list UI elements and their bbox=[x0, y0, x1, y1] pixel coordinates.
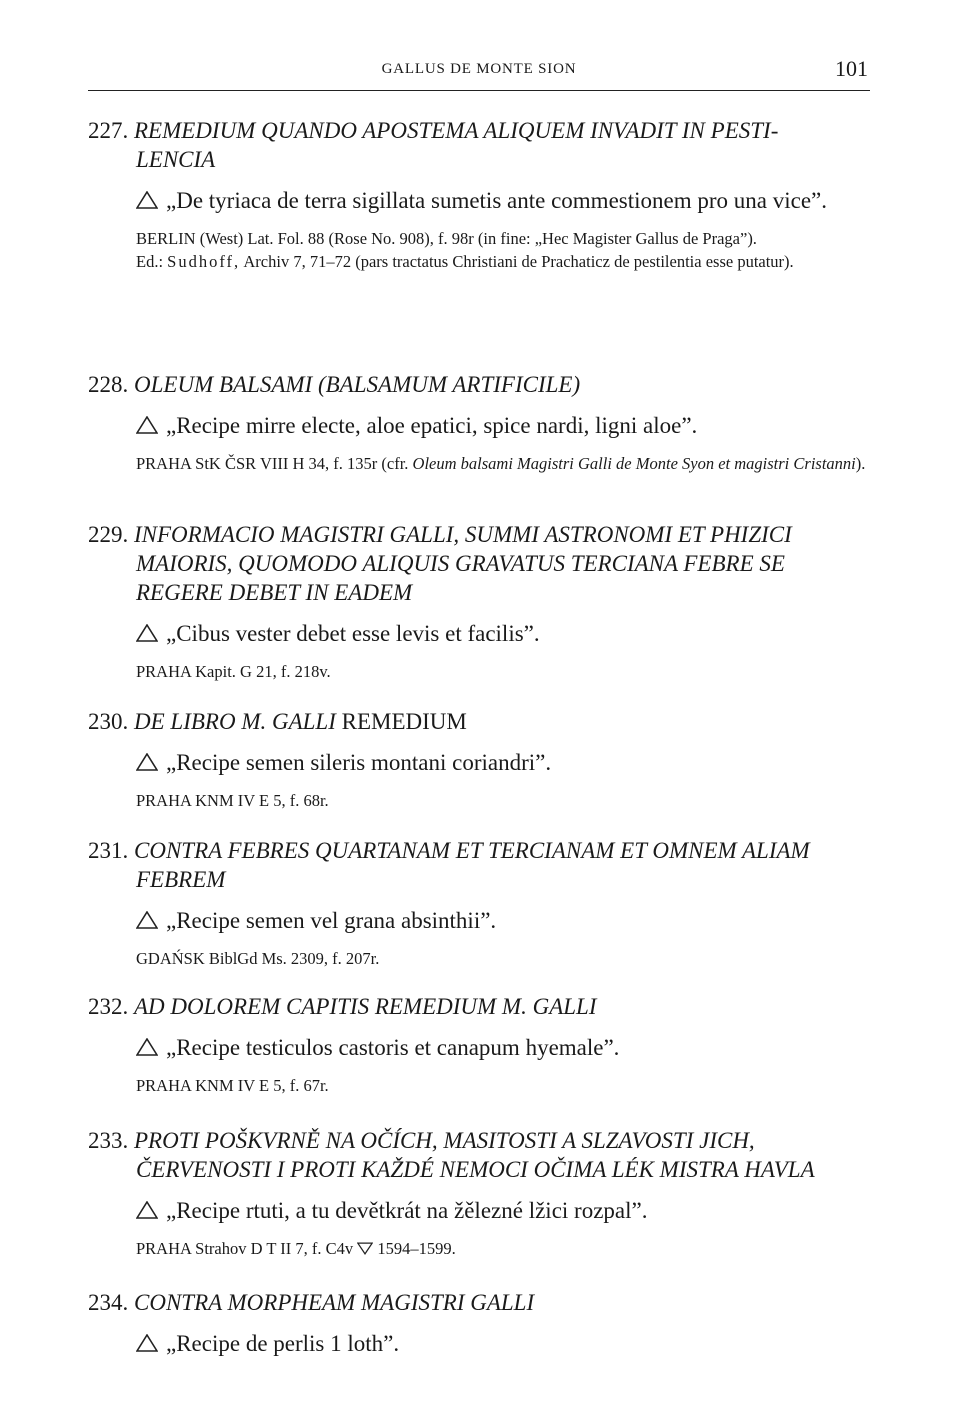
entry-heading bbox=[88, 707, 870, 736]
entry-title-italic: DE LIBRO M. GALLI bbox=[134, 709, 336, 734]
entry-231 bbox=[88, 836, 870, 970]
entry-title-line-1: INFORMACIO MAGISTRI GALLI, SUMMI ASTRONOMI ET PHIZICI bbox=[134, 522, 792, 547]
entry-228 bbox=[88, 370, 870, 475]
triangle-icon bbox=[136, 753, 158, 771]
triangle-icon bbox=[136, 1334, 158, 1352]
edition-author: Sudhoff, bbox=[167, 252, 241, 271]
entry-heading bbox=[88, 992, 870, 1021]
running-title: GALLUS DE MONTE SION bbox=[381, 61, 577, 77]
entry-title-line-2: ČERVENOSTI I PROTI KAŽDÉ NEMOCI OČIMA LÉK MISTRA HAVLA bbox=[136, 1157, 815, 1182]
incipit-text: „Recipe semen sileris montani coriandri”. bbox=[166, 750, 552, 775]
entry-incipit bbox=[88, 1329, 870, 1358]
entry-number: 227. bbox=[88, 118, 129, 143]
triangle-icon bbox=[136, 416, 158, 434]
entry-incipit bbox=[88, 748, 870, 777]
entry-heading bbox=[88, 1288, 870, 1317]
entry-number: 228. bbox=[88, 372, 129, 397]
entry-title-roman: REMEDIUM bbox=[341, 709, 467, 734]
triangle-icon bbox=[136, 1038, 158, 1056]
entry-title-line-3: REGERE DEBET IN EADEM bbox=[136, 580, 413, 605]
entry-title: OLEUM BALSAMI (BALSAMUM ARTIFICILE) bbox=[134, 372, 581, 397]
triangle-icon bbox=[136, 624, 158, 642]
manuscript-reference bbox=[88, 452, 870, 475]
entry-title-line-2: LENCIA bbox=[136, 147, 216, 172]
entry-232 bbox=[88, 992, 870, 1097]
page-header bbox=[88, 56, 870, 91]
entry-title-line-1: CONTRA FEBRES QUARTANAM ET TERCIANAM ET OMNEM ALIAM bbox=[134, 838, 810, 863]
entry-227 bbox=[88, 116, 870, 273]
manuscript-lines: 1594–1599. bbox=[377, 1239, 456, 1258]
incipit-text: „De tyriaca de terra sigillata sumetis ante commestionem pro una vice”. bbox=[166, 188, 827, 213]
triangle-icon bbox=[136, 911, 158, 929]
edition-text: Archiv 7, 71–72 (pars tractatus Christiani de Prachaticz de pestilentia esse putatur). bbox=[243, 252, 794, 271]
entry-incipit bbox=[88, 906, 870, 935]
incipit-text: „Cibus vester debet esse levis et facilis”. bbox=[166, 621, 540, 646]
entry-heading bbox=[88, 1126, 870, 1184]
incipit-text: „Recipe testiculos castoris et canapum hyemale”. bbox=[166, 1035, 620, 1060]
entry-incipit bbox=[88, 186, 870, 215]
entry-number: 230. bbox=[88, 709, 129, 734]
incipit-text: „Recipe de perlis 1 loth”. bbox=[166, 1331, 400, 1356]
manuscript-title: Oleum balsami Magistri Galli de Monte Syon et magistri Cristanni bbox=[412, 454, 856, 473]
entry-incipit bbox=[88, 619, 870, 648]
entry-heading bbox=[88, 116, 870, 174]
entry-heading bbox=[88, 520, 870, 607]
edition-reference bbox=[88, 250, 870, 273]
triangle-icon bbox=[136, 1201, 158, 1219]
manuscript-reference: PRAHA Kapit. G 21, f. 218v. bbox=[136, 662, 331, 681]
entry-title-line-2: MAIORIS, QUOMODO ALIQUIS GRAVATUS TERCIANA FEBRE SE bbox=[136, 551, 785, 576]
triangle-icon bbox=[136, 191, 158, 209]
manuscript-reference: PRAHA KNM IV E 5, f. 68r. bbox=[136, 791, 329, 810]
entry-title-line-2: FEBREM bbox=[136, 867, 226, 892]
entry-title-line-1: REMEDIUM QUANDO APOSTEMA ALIQUEM INVADIT IN PESTI- bbox=[134, 118, 779, 143]
entry-number: 229. bbox=[88, 522, 129, 547]
incipit-text: „Recipe mirre electe, aloe epatici, spice nardi, ligni aloe”. bbox=[166, 413, 698, 438]
entry-230 bbox=[88, 707, 870, 812]
entry-heading bbox=[88, 370, 870, 399]
entry-title: CONTRA MORPHEAM MAGISTRI GALLI bbox=[134, 1290, 535, 1315]
entry-incipit bbox=[88, 1196, 870, 1225]
manuscript-reference bbox=[88, 1237, 870, 1260]
manuscript-reference: PRAHA KNM IV E 5, f. 67r. bbox=[136, 1076, 329, 1095]
incipit-text: „Recipe semen vel grana absinthii”. bbox=[166, 908, 497, 933]
entry-heading bbox=[88, 836, 870, 894]
entry-number: 233. bbox=[88, 1128, 129, 1153]
entry-number: 231. bbox=[88, 838, 129, 863]
manuscript-reference: BERLIN (West) Lat. Fol. 88 (Rose No. 908), f. 98r (in fine: „Hec Magister Gallus de Praga”). bbox=[136, 229, 757, 248]
entry-233 bbox=[88, 1126, 870, 1260]
inverted-triangle-icon bbox=[357, 1242, 373, 1255]
entry-number: 234. bbox=[88, 1290, 129, 1315]
entry-number: 232. bbox=[88, 994, 129, 1019]
entry-229 bbox=[88, 520, 870, 683]
manuscript-reference: GDAŃSK BiblGd Ms. 2309, f. 207r. bbox=[136, 949, 380, 968]
entry-incipit bbox=[88, 1033, 870, 1062]
entry-incipit bbox=[88, 411, 870, 440]
manuscript-end: ). bbox=[855, 454, 866, 473]
page-number: 101 bbox=[835, 56, 868, 81]
entry-234 bbox=[88, 1288, 870, 1358]
entry-title: AD DOLOREM CAPITIS REMEDIUM M. GALLI bbox=[134, 994, 597, 1019]
edition-label: Ed.: bbox=[136, 252, 164, 271]
manuscript-text: PRAHA StK ČSR VIII H 34, f. 135r (cfr. bbox=[136, 454, 409, 473]
entry-title-line-1: PROTI POŠKVRNĚ NA OČÍCH, MASITOSTI A SLZAVOSTI JICH, bbox=[134, 1128, 755, 1153]
manuscript-text: PRAHA Strahov D T II 7, f. C4v bbox=[136, 1239, 354, 1258]
incipit-text: „Recipe rtuti, a tu devětkrát na žělezné lžici rozpal”. bbox=[166, 1198, 648, 1223]
